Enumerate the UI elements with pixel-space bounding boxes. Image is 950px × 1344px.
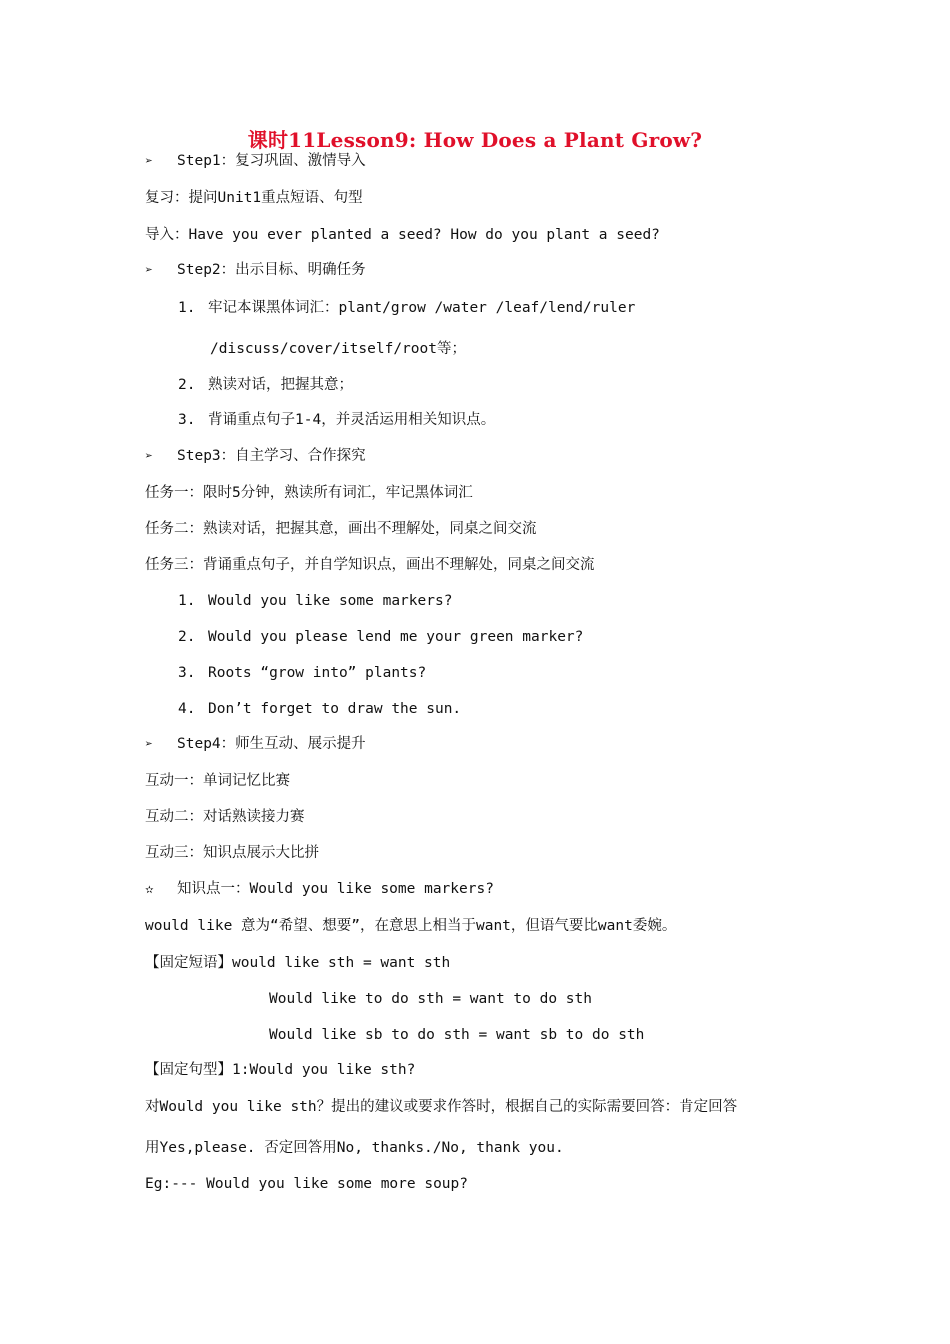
answer-explanation: 用Yes,please. 否定回答用No, thanks./No, thank you. <box>145 1140 564 1156</box>
would-like-explanation: would like 意为“希望、想要”，在意思上相当于want，但语气要比want委婉。 <box>145 918 677 934</box>
fixed-phrase-line: Would like to do sth = want to do sth <box>269 991 593 1007</box>
goal-item: 1. 牢记本课黑体词汇：plant/grow /water /leaf/lend/ruler <box>178 300 636 316</box>
answer-explanation: 对Would you like sth？提出的建议或要求作答时，根据自己的实际需要回答：肯定回答 <box>145 1099 738 1115</box>
goal-item: 3. 背诵重点句子1-4，并灵活运用相关知识点。 <box>178 412 496 428</box>
sentence-item: 2. Would you please lend me your green marker? <box>178 629 584 645</box>
goal-item-continuation: /discuss/cover/itself/root等； <box>210 341 466 357</box>
fixed-phrase-line: Would like sb to do sth = want sb to do sth <box>269 1027 645 1043</box>
step4-line <box>145 734 366 755</box>
interaction-item: 互动一：单词记忆比赛 <box>145 773 290 789</box>
sentence-item: 4. Don’t forget to draw the sun. <box>178 701 462 717</box>
example-line: Eg:--- Would you like some more soup? <box>145 1176 469 1192</box>
interaction-item: 互动二：对话熟读接力赛 <box>145 809 305 825</box>
step1-line <box>145 151 366 172</box>
task-item: 任务二：熟读对话，把握其意，画出不理解处，同桌之间交流 <box>145 521 537 537</box>
step3-text: Step3：自主学习、合作探究 <box>177 448 366 464</box>
task-item: 任务三：背诵重点句子，并自学知识点，画出不理解处，同桌之间交流 <box>145 557 595 573</box>
fixed-phrase-line: 【固定短语】would like sth = want sth <box>145 955 451 971</box>
knowledge-point-line <box>145 879 494 899</box>
page-title: 课时11Lesson9: How Does a Plant Grow? <box>247 128 703 152</box>
step4-text: Step4：师生互动、展示提升 <box>177 736 366 752</box>
step3-line <box>145 446 366 467</box>
star-icon: ✫ <box>145 881 154 897</box>
sentence-item: 1. Would you like some markers? <box>178 593 453 609</box>
fixed-pattern-line: 【固定句型】1:Would you like sth? <box>145 1062 416 1078</box>
arrow-bullet-icon: ➢ <box>145 263 153 278</box>
step2-text: Step2：出示目标、明确任务 <box>177 262 366 278</box>
step1-text: Step1：复习巩固、激情导入 <box>177 153 366 169</box>
arrow-bullet-icon: ➢ <box>145 737 153 752</box>
arrow-bullet-icon: ➢ <box>145 154 153 169</box>
step2-line <box>145 260 366 281</box>
task-item: 任务一：限时5分钟，熟读所有词汇，牢记黑体词汇 <box>145 485 473 501</box>
interaction-item: 互动三：知识点展示大比拼 <box>145 845 319 861</box>
intro-line: 导入：Have you ever planted a seed? How do you plant a seed? <box>145 227 660 243</box>
review-line: 复习：提问Unit1重点短语、句型 <box>145 190 363 206</box>
sentence-item: 3. Roots “grow into” plants? <box>178 665 427 681</box>
knowledge-point-text: 知识点一：Would you like some markers? <box>177 881 494 897</box>
goal-item: 2. 熟读对话，把握其意； <box>178 377 353 393</box>
arrow-bullet-icon: ➢ <box>145 449 153 464</box>
